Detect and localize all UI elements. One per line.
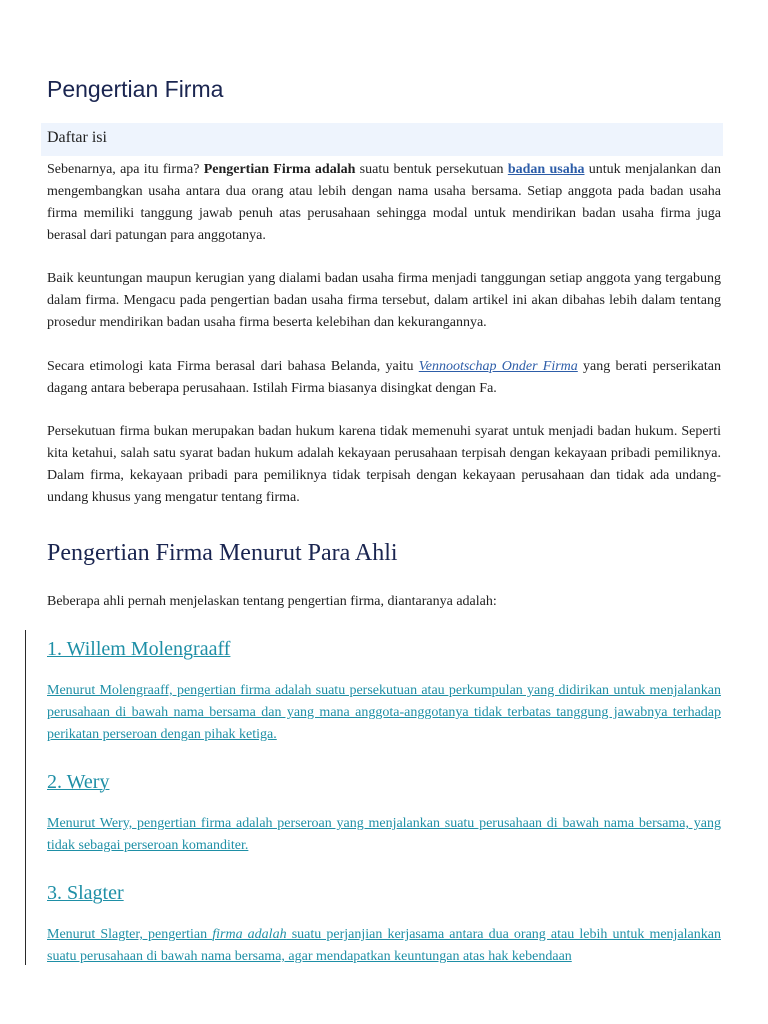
intro-paragraph-4: Persekutuan firma bukan merupakan badan hukum karena tidak memenuhi syarat untuk menjadi badan hukum. Seperti kita ketahui, salah satu syarat badan hukum adalah kekayaan perusahaan terpisah dengan kekayaan pribadi pemiliknya. Dalam firma, kekayaan pribadi para pemiliknya tidak terpisah dengan kekayaan perusahaan dan tidak ada undang-undang khusus yang mengatur tentang firma. (47, 424, 721, 505)
p3-tail: yang berati perserikatan dagang antara beberapa perusahaan. Istilah Firma biasanya disingkat dengan Fa. (47, 359, 721, 396)
expert-quote-wery[interactable]: Menurut Wery, pengertian firma adalah perseroan yang menjalankan suatu perusahaan di bawah nama bersama, yang tidak sebagai perseroan komanditer. (47, 816, 721, 853)
quote-left-rule (25, 630, 26, 965)
expert-quote-molengraaff[interactable]: Menurut Molengraaff, pengertian firma adalah suatu persekutuan atau perkumpulan yang didirikan untuk menjalankan perusahaan di bawah nama bersama dan yang mana anggota-anggotanya tidak terbatas tanggung jawabnya terhadap perikatan perseroan dengan pihak ketiga. (47, 683, 721, 742)
intro-paragraph-1 (47, 159, 721, 247)
intro-paragraph-3 (47, 356, 721, 400)
expert-heading-wery[interactable]: 2. Wery (47, 771, 110, 793)
expert-heading-slagter[interactable]: 3. Slagter (47, 882, 124, 904)
slagter-italic: firma adalah (212, 927, 287, 942)
page-title: Pengertian Firma (47, 76, 224, 102)
vennootschap-link[interactable]: Vennootschap Onder Firma (418, 359, 578, 374)
p1-tail: untuk menjalankan dan mengembangkan usaha antara dua orang atau lebih dengan nama usaha bersama. Setiap anggota pada badan usaha firma memiliki tanggung jawab penuh atas perusahaan sehingga modal untuk mendirikan badan usaha firma juga berasal dari patungan para anggotanya. (47, 162, 721, 243)
table-of-contents-toggle[interactable] (41, 123, 723, 156)
p1-bold-term: Pengertian Firma adalah (203, 162, 356, 177)
experts-section-heading: Pengertian Firma Menurut Para Ahli (47, 540, 398, 566)
badan-usaha-link[interactable]: badan usaha (507, 162, 585, 177)
expert-heading-molengraaff[interactable]: 1. Willem Molengraaff (47, 638, 231, 660)
intro-paragraph-2: Baik keuntungan maupun kerugian yang dialami badan usaha firma menjadi tanggungan setiap anggota yang tergabung dalam firma. Mengacu pada pengertian badan usaha firma tersebut, dalam artikel ini akan dibahas lebih dalam tentang prosedur mendirikan badan usaha firma beserta kelebihan dan kekurangannya. (47, 271, 721, 330)
slagter-lead: Menurut Slagter, pengertian (47, 927, 213, 942)
p3-lead: Secara etimologi kata Firma berasal dari bahasa Belanda, yaitu (47, 359, 419, 374)
expert-quote-slagter[interactable] (47, 924, 721, 968)
toc-label: Daftar isi (47, 129, 107, 146)
slagter-tail: suatu perjanjian kerjasama antara dua orang atau lebih untuk menjalankan suatu perusahaan di bawah nama bersama, agar mendapatkan keuntungan atas hak kebendaan (47, 927, 721, 964)
p1-mid: suatu bentuk persekutuan (355, 162, 508, 177)
experts-intro: Beberapa ahli pernah menjelaskan tentang pengertian firma, diantaranya adalah: (47, 594, 497, 609)
p1-lead: Sebenarnya, apa itu firma? (47, 162, 204, 177)
